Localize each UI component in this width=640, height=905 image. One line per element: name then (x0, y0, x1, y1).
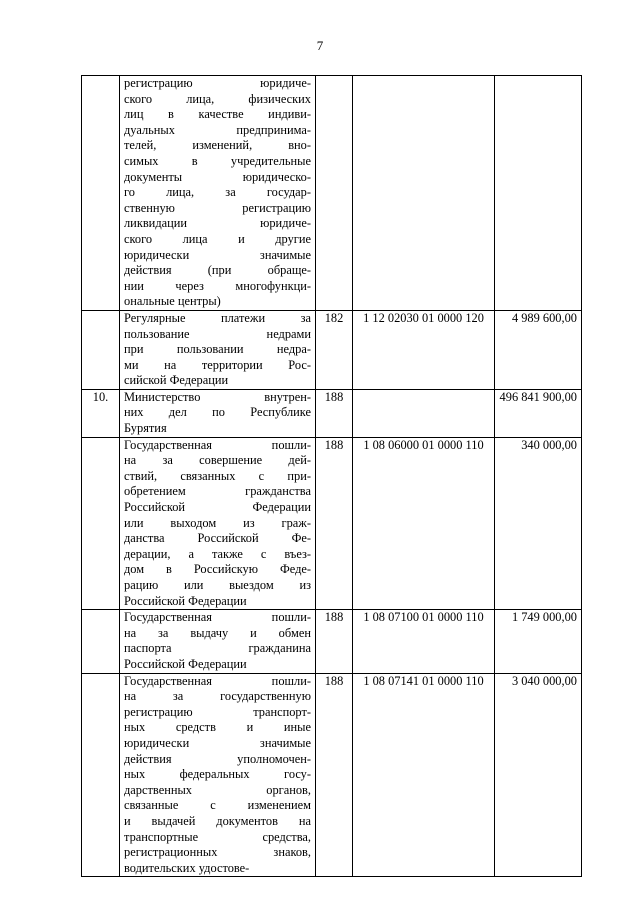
revenue-name-line: ского лица и другие (124, 231, 311, 246)
revenue-name-line: них дел по Республике (124, 405, 311, 420)
budget-classification-code-cell (353, 389, 495, 437)
budget-table (81, 75, 582, 877)
revenue-name-cell (120, 673, 316, 877)
administrator-code-cell: 188 (316, 437, 353, 610)
revenue-name-line: водительских удостове- (124, 860, 250, 875)
revenue-name-line: рацию или выездом из (124, 578, 311, 592)
revenue-name-line: Министерство внутрен- (124, 389, 311, 404)
revenue-name-line: или выходом из граж- (124, 515, 311, 530)
revenue-name-line: телей, изменений, вно- (124, 138, 311, 153)
revenue-name-line: ликвидации юридиче- (124, 216, 311, 231)
amount-cell: 3 040 000,00 (495, 673, 582, 877)
revenue-name-line: на за совершение дей- (124, 453, 311, 468)
revenue-name-line: Государственная пошли- (124, 673, 311, 688)
table-row (82, 310, 582, 389)
revenue-name-line: транспортные средства, (124, 829, 311, 844)
amount-cell (495, 76, 582, 311)
revenue-name-cell (120, 610, 316, 673)
revenue-name-line: лиц в качестве индиви- (124, 107, 311, 122)
revenue-name-line: ственную регистрацию (124, 200, 311, 215)
revenue-name-cell (120, 437, 316, 610)
amount-cell: 496 841 900,00 (495, 389, 582, 437)
budget-classification-code-cell: 1 08 07141 01 0000 110 (353, 673, 495, 877)
revenue-name-cell (120, 310, 316, 389)
administrator-code-cell (316, 76, 353, 311)
revenue-name-line: юридически значимые (124, 735, 311, 750)
revenue-name-line: дом в Российскую Феде- (124, 562, 311, 577)
revenue-name-cell (120, 389, 316, 437)
revenue-name-line: го лица, за государ- (124, 185, 311, 200)
page-number: 7 (316, 38, 324, 53)
table-row (82, 673, 582, 877)
table-row (82, 610, 582, 673)
revenue-name-line: действия уполномочен- (124, 751, 311, 766)
revenue-name-line: симых в учредительные (124, 153, 311, 168)
budget-classification-code-cell: 1 12 02030 01 0000 120 (353, 310, 495, 389)
revenue-name-line: регистрационных знаков, (124, 845, 311, 860)
revenue-name-line: Российской Федерации (124, 593, 247, 608)
revenue-name-line: Государственная пошли- (124, 437, 311, 452)
table-row (82, 76, 582, 311)
amount-cell: 1 749 000,00 (495, 610, 582, 673)
revenue-name-line: Регулярные платежи за (124, 310, 311, 325)
administrator-code-cell: 182 (316, 310, 353, 389)
row-number-cell: 10. (82, 389, 120, 437)
revenue-name-line: связанные с изменением (124, 798, 311, 813)
revenue-name-line: дуальных предпринима- (124, 122, 311, 137)
revenue-name-line: дерации, а также с въез- (124, 546, 311, 561)
budget-classification-code-cell: 1 08 06000 01 0000 110 (353, 437, 495, 610)
table-row (82, 389, 582, 437)
row-number-cell (82, 610, 120, 673)
table-row (82, 437, 582, 610)
revenue-name-line: ональные центры) (124, 294, 221, 309)
revenue-name-line: на за выдачу и обмен (124, 625, 311, 640)
revenue-name-line: ствий, связанных с при- (124, 468, 311, 483)
revenue-name-line: пользование недрами (124, 326, 311, 341)
administrator-code-cell: 188 (316, 673, 353, 877)
revenue-name-line: действия (при обраще- (124, 263, 311, 278)
revenue-name-line: Государственная пошли- (124, 610, 311, 625)
amount-cell: 340 000,00 (495, 437, 582, 610)
revenue-name-line: юридически значимые (124, 247, 311, 262)
revenue-name-line: и выдачей документов на (124, 813, 311, 828)
revenue-name-line: обретением гражданства (124, 484, 311, 499)
revenue-name-line: ми на территории Рос- (124, 357, 311, 372)
administrator-code-cell: 188 (316, 610, 353, 673)
budget-classification-code-cell: 1 08 07100 01 0000 110 (353, 610, 495, 673)
revenue-name-line: дарственных органов, (124, 782, 311, 797)
row-number-cell (82, 437, 120, 610)
amount-cell: 4 989 600,00 (495, 310, 582, 389)
revenue-name-line: нии через многофункци- (124, 278, 311, 293)
budget-table-body (82, 76, 582, 877)
revenue-name-line: при пользовании недра- (124, 342, 311, 357)
revenue-name-line: данства Российской Фе- (124, 531, 311, 546)
administrator-code-cell: 188 (316, 389, 353, 437)
revenue-name-line: Бурятия (124, 421, 167, 436)
revenue-name-line: ского лица, физических (124, 91, 311, 106)
row-number-cell (82, 310, 120, 389)
revenue-name-line: паспорта гражданина (124, 641, 311, 656)
row-number-cell (82, 673, 120, 877)
revenue-name-line: регистрацию транспорт- (124, 704, 311, 719)
revenue-name-line: Российской Федерации (124, 500, 311, 515)
revenue-name-line: ных средств и иные (124, 720, 311, 735)
revenue-name-cell (120, 76, 316, 311)
revenue-name-line: на за государственную (124, 689, 311, 704)
revenue-name-line: регистрацию юридиче- (124, 76, 311, 90)
row-number-cell (82, 76, 120, 311)
revenue-name-line: ных федеральных госу- (124, 767, 311, 782)
revenue-name-line: документы юридическо- (124, 169, 311, 184)
revenue-name-line: Российской Федерации (124, 656, 247, 671)
budget-classification-code-cell (353, 76, 495, 311)
revenue-name-line: сийской Федерации (124, 373, 229, 388)
